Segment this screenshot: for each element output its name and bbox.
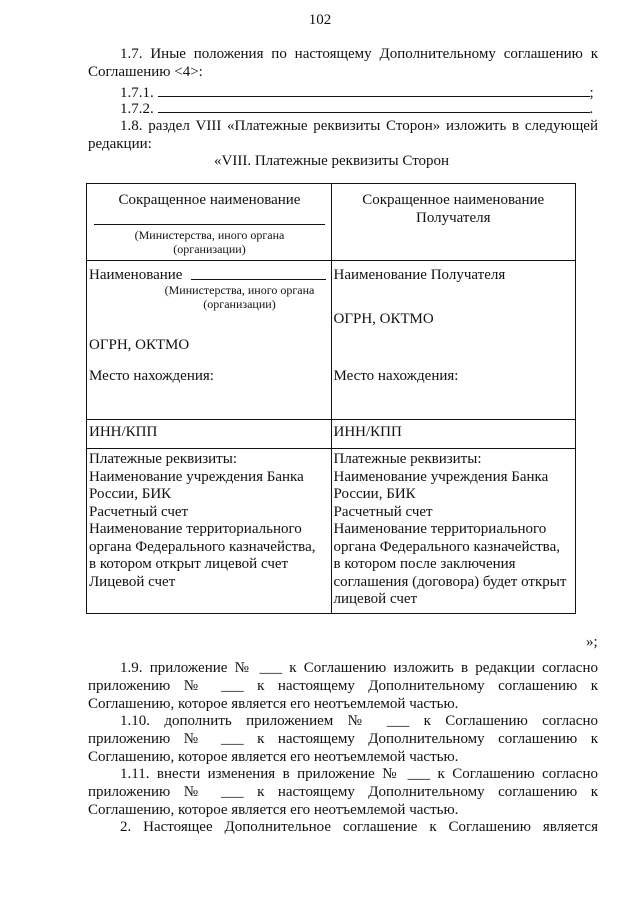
para-1-11-line2: приложению № ___ к настоящему Дополнительному соглашению к (88, 784, 598, 800)
left-name-fill-line (191, 279, 326, 280)
left-info-cell (87, 261, 332, 420)
payment-left-line: Лицевой счет (89, 573, 176, 590)
payment-left-line: Наименование территориального (89, 521, 302, 537)
payment-right-line: лицевой счет (333, 591, 418, 607)
left-name-label: Наименование (89, 267, 183, 283)
para-1-10-line2: приложению № ___ к настоящему Дополнительному соглашению к (88, 731, 598, 747)
payment-right-line: Наименование территориального (333, 521, 547, 537)
payment-right-line: в котором после заключения (333, 556, 516, 572)
closing-quote: »; (586, 634, 598, 650)
para-2-line1: 2. Настоящее Дополнительное соглашение к Соглашению является (120, 819, 598, 835)
para-1-8-line2: редакции: (88, 136, 152, 152)
payment-left-line: Платежные реквизиты: (89, 451, 237, 467)
right-name: Наименование Получателя (333, 267, 506, 283)
payment-left-line: в котором открыт лицевой счет (89, 556, 289, 572)
header-right-title-line1: Сокращенное наименование (362, 192, 545, 208)
para-1-8-line1: 1.8. раздел VIII «Платежные реквизиты Сторон» изложить в следующей (120, 118, 598, 134)
payment-right-line: Расчетный счет (333, 503, 433, 520)
para-1-9-line3: Соглашению, которое является его неотъемлемой частью. (88, 696, 459, 712)
payment-left-line: Наименование учреждения Банка (89, 468, 304, 485)
left-ogrn: ОГРН, ОКТМО (89, 337, 190, 353)
item-1-7-2-end: . (589, 101, 594, 117)
para-1-11-line1: 1.11. внести изменения в приложение № ___ к Соглашению согласно (120, 766, 598, 782)
para-1-9-line2: приложению № ___ к настоящему Дополнительному соглашению к (88, 678, 598, 694)
payment-right-line: соглашения (договора) будет открыт (333, 573, 567, 590)
header-right-cell (331, 184, 576, 261)
payment-left-line: органа Федерального казначейства, (89, 538, 316, 555)
payment-right-line: России, БИК (333, 486, 416, 502)
left-name-sub-line1: (Министерства, иного органа (164, 283, 315, 297)
para-1-10-line3: Соглашению, которое является его неотъемлемой частью. (88, 749, 459, 765)
payment-right-line: Платежные реквизиты: (333, 451, 482, 467)
payment-right-line: органа Федерального казначейства, (333, 538, 560, 555)
item-1-7-1-fill-line (158, 84, 590, 97)
item-1-7-2-label: 1.7.2. (120, 101, 154, 117)
payment-left-line: Расчетный счет (89, 503, 189, 520)
payment-left-cell (87, 449, 332, 614)
header-right-title-line2: Получателя (415, 209, 491, 226)
requisites-table (86, 183, 576, 614)
item-1-7-2-fill-line (158, 100, 590, 113)
payment-right-line: Наименование учреждения Банка (333, 468, 549, 485)
header-left-cell (87, 184, 332, 261)
left-location: Место нахождения: (89, 368, 214, 384)
inn-left-cell (87, 420, 332, 449)
right-info-cell (331, 261, 576, 420)
payment-right-cell (331, 449, 576, 614)
para-1-10-line1: 1.10. дополнить приложением № ___ к Соглашению согласно (120, 713, 598, 729)
para-1-9-line1: 1.9. приложение № ___ к Соглашению изложить в редакции согласно (120, 660, 598, 676)
header-left-subtitle: (Министерства, иного органа (организации) (134, 228, 285, 256)
inn-right: ИНН/КПП (333, 424, 402, 440)
para-1-11-line3: Соглашению, которое является его неотъемлемой частью. (88, 802, 459, 818)
item-1-7-2 (120, 100, 593, 119)
item-1-7-1-end: ; (589, 85, 594, 101)
header-left-fill-line (94, 224, 325, 225)
para-1-7-line1: 1.7. Иные положения по настоящему Дополнительному соглашению к (120, 46, 598, 62)
right-ogrn: ОГРН, ОКТМО (333, 311, 434, 327)
item-1-7-1-label: 1.7.1. (120, 85, 154, 101)
payment-left-line: России, БИК (89, 486, 172, 502)
page-number: 102 (308, 12, 332, 28)
inn-left: ИНН/КПП (89, 424, 158, 440)
header-left-title: Сокращенное наименование (118, 192, 301, 208)
inn-right-cell (331, 420, 576, 449)
left-name-sub-line2: (организации) (203, 297, 276, 311)
right-location: Место нахождения: (333, 368, 459, 384)
para-1-7-line2: Соглашению <4>: (88, 64, 203, 80)
section-title: «VIII. Платежные реквизиты Сторон (214, 153, 450, 169)
